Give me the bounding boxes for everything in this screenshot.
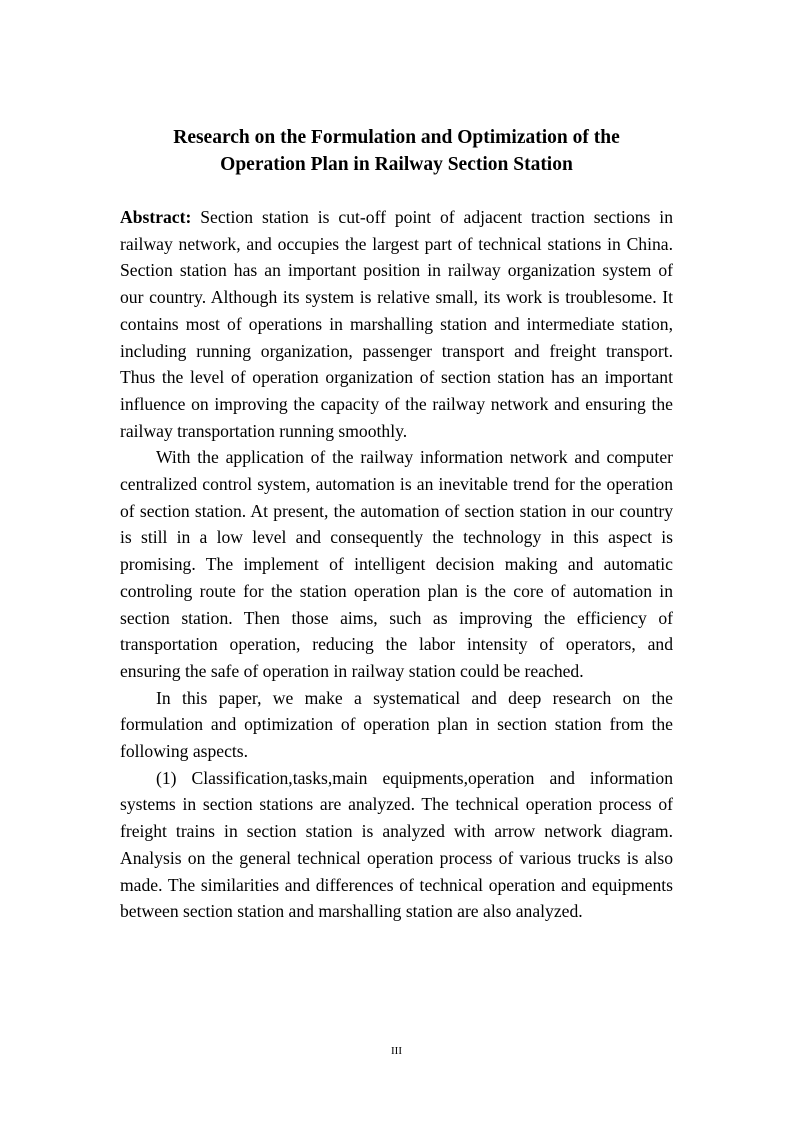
abstract-text: Section station is cut-off point of adjacent traction sections in railway network, and occupies the largest part of technical stations in China. Section station has an important position in railway organization system of our country. Although its system is relative small, its work is troublesome. It contains most of operations in marshalling station and intermediate station, including running organization, passenger transport and freight transport. Thus the level of operation organization of section station has an important influence on improving the capacity of the railway network and ensuring the railway transportation running smoothly. bbox=[120, 207, 673, 441]
paper-title bbox=[120, 124, 673, 178]
abstract-body bbox=[120, 204, 673, 925]
page-number: III bbox=[391, 1045, 402, 1057]
abstract-label: Abstract: bbox=[120, 207, 192, 227]
title-line-1: Research on the Formulation and Optimization of the bbox=[173, 127, 620, 148]
body-paragraph-automation: With the application of the railway information network and computer centralized control system, automation is an inevitable trend for the operation of section station. At present, the automation of section station in our country is still in a low level and consequently the technology in this aspect is promising. The implement of intelligent decision making and automatic controling route for the station operation plan is the core of automation in section station. Then those aims, such as improving the efficiency of transportation operation, reducing the labor intensity of operators, and ensuring the safe of operation in railway station could be reached. bbox=[120, 447, 673, 681]
abstract-paragraph bbox=[120, 204, 673, 444]
body-paragraph-aspect-1: (1) Classification,tasks,main equipments,operation and information systems in section stations are analyzed. The technical operation process of freight trains in section station is analyzed with arrow network diagram. Analysis on the general technical operation process of various trucks is also made. The similarities and differences of technical operation and equipments between section station and marshalling station are also analyzed. bbox=[120, 767, 673, 922]
body-paragraph-research-intro: In this paper, we make a systematical and deep research on the formulation and optimization of operation plan in section station from the following aspects. bbox=[120, 687, 673, 762]
title-line-2: Operation Plan in Railway Section Station bbox=[220, 154, 573, 175]
